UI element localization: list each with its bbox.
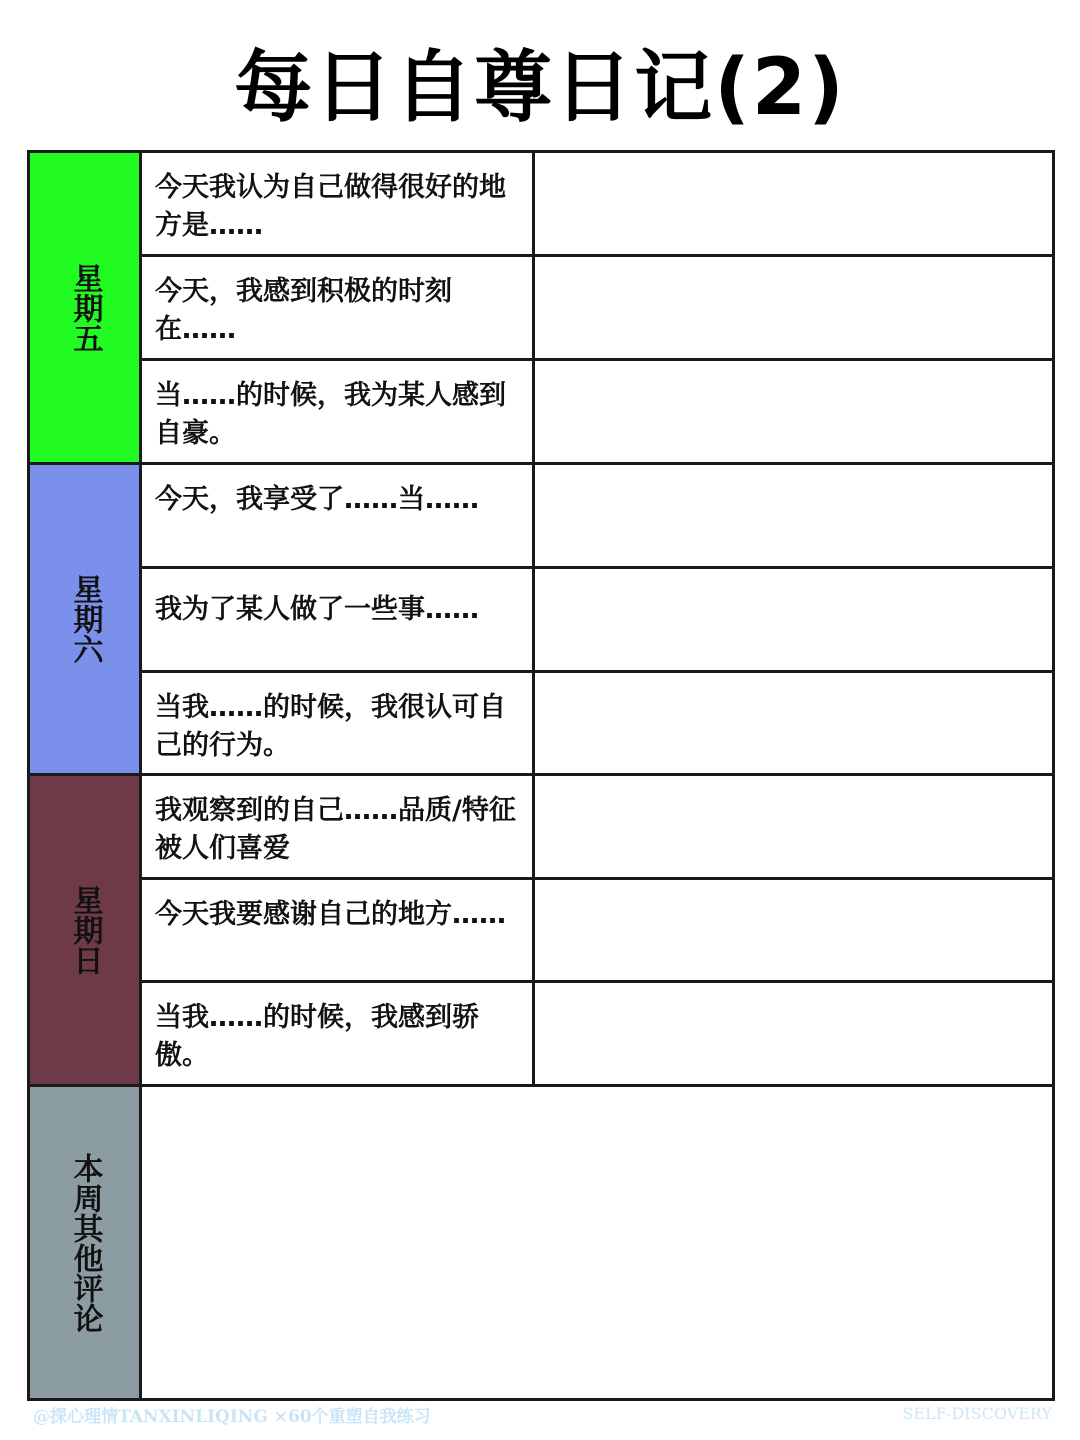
answer-field-sunday-3[interactable]: [535, 983, 1052, 1087]
answer-field-friday-1[interactable]: [535, 153, 1052, 257]
prompt-friday-1: 今天我认为自己做得很好的地方是……: [142, 153, 535, 257]
journal-table: [27, 150, 1055, 1401]
answer-field-saturday-1[interactable]: [535, 465, 1052, 569]
prompt-saturday-2: 我为了某人做了一些事……: [142, 569, 535, 673]
footer-series-label: SELF-DISCOVERY: [902, 1404, 1052, 1423]
day-label-friday: 星期五: [67, 262, 103, 353]
comments-field[interactable]: [142, 1087, 1052, 1398]
prompt-sunday-1: 我观察到的自己……品质/特征被人们喜爱: [142, 776, 535, 880]
answer-field-saturday-2[interactable]: [535, 569, 1052, 673]
day-label-sunday: 星期日: [67, 885, 103, 975]
answer-field-friday-2[interactable]: [535, 257, 1052, 361]
comments-label: 本周其他评论: [67, 1152, 103, 1333]
prompt-saturday-3: 当我……的时候，我很认可自己的行为。: [142, 673, 535, 776]
prompt-saturday-1: 今天，我享受了……当……: [142, 465, 535, 569]
answer-field-saturday-3[interactable]: [535, 673, 1052, 776]
answer-field-sunday-1[interactable]: [535, 776, 1052, 880]
answer-field-sunday-2[interactable]: [535, 880, 1052, 983]
prompt-sunday-3: 当我……的时候，我感到骄傲。: [142, 983, 535, 1087]
day-block-sunday: [30, 776, 142, 1087]
comments-label-block: [30, 1087, 142, 1398]
prompt-friday-2: 今天，我感到积极的时刻在……: [142, 257, 535, 361]
prompt-sunday-2: 今天我要感谢自己的地方……: [142, 880, 535, 983]
prompt-friday-3: 当……的时候，我为某人感到自豪。: [142, 361, 535, 465]
footer-credit: @探心理情TANXINLIQING ×60个重塑自我练习: [33, 1407, 431, 1427]
day-block-saturday: [30, 465, 142, 776]
day-block-friday: [30, 153, 142, 465]
page-title: 每日自尊日记(2): [234, 43, 846, 133]
answer-field-friday-3[interactable]: [535, 361, 1052, 465]
day-label-saturday: 星期六: [67, 574, 103, 664]
